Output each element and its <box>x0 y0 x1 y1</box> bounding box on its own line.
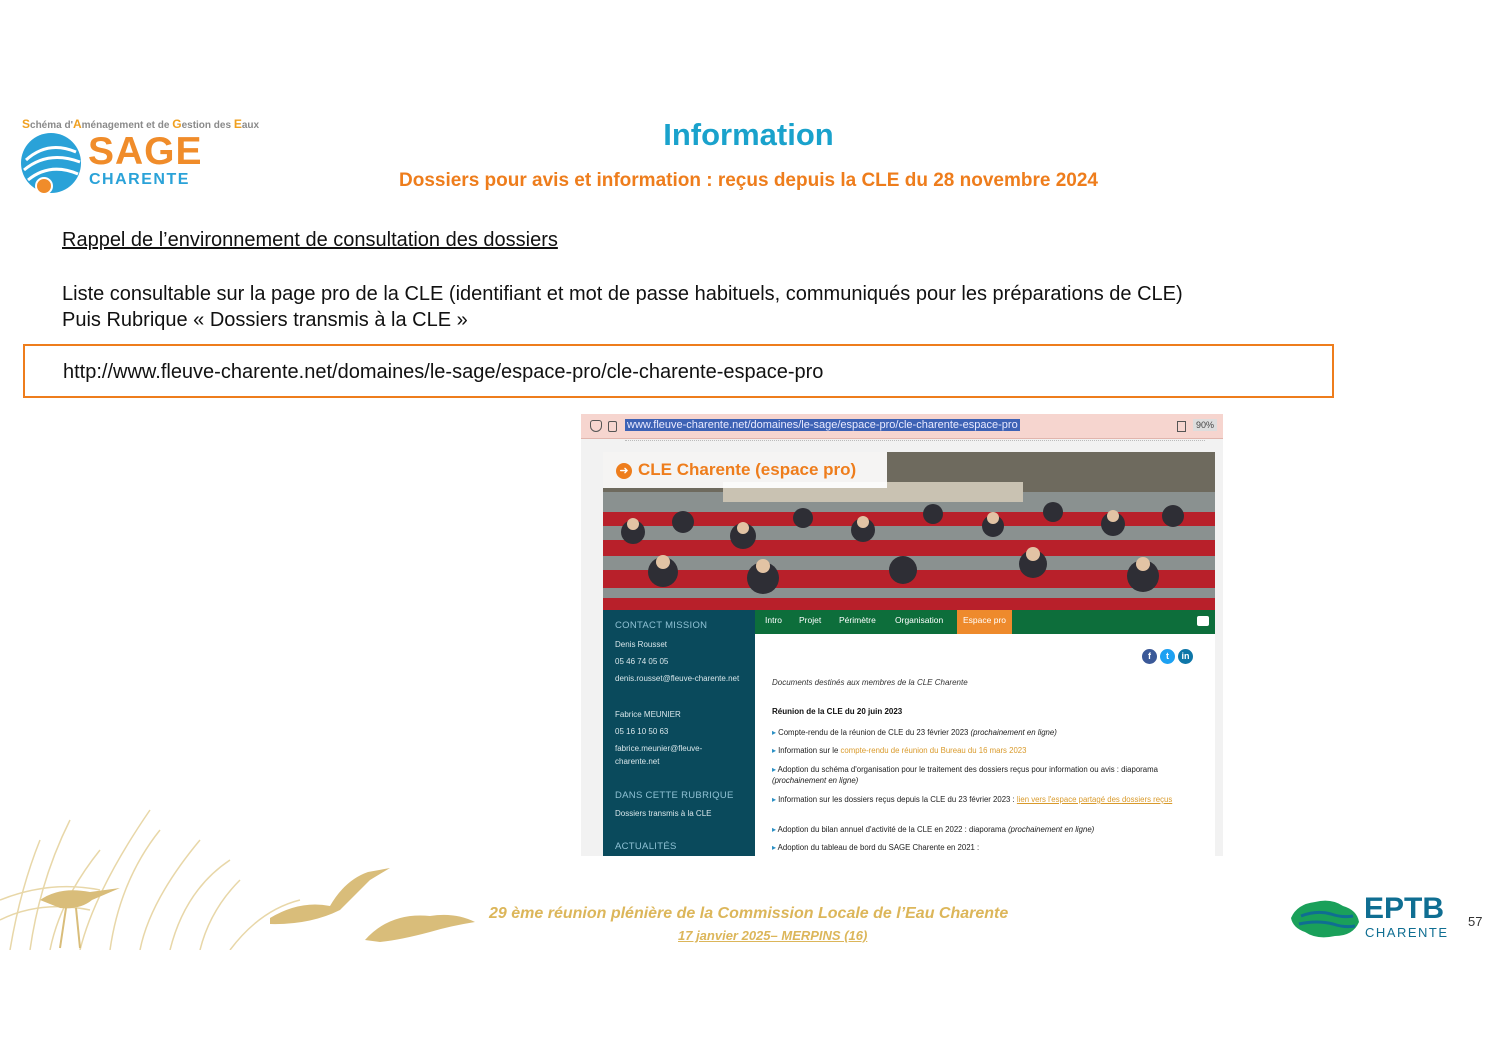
eptb-logo-name: EPTB <box>1364 892 1445 925</box>
tab-intro[interactable]: Intro <box>765 615 783 625</box>
content-intro: Documents destinés aux membres de la CLE Charente <box>772 678 968 687</box>
breadcrumb <box>625 440 1205 444</box>
body-line-2: Puis Rubrique « Dossiers transmis à la CLE » <box>62 309 468 331</box>
section-heading: Rappel de l’environnement de consultation des dossiers <box>62 229 558 251</box>
shield-icon <box>590 420 602 432</box>
body-line-1: Liste consultable sur la page pro de la CLE (identifiant et mot de passe habituels, communiqués pour les préparations de CLE) <box>62 283 1183 305</box>
tagline-part-2: ménagement et de <box>81 120 173 131</box>
tab-perimetre[interactable]: Périmètre <box>839 615 876 625</box>
footer-meeting-date: 17 janvier 2025– MERPINS (16) <box>678 928 868 943</box>
tab-espace-pro[interactable]: Espace pro <box>957 610 1012 634</box>
address-url[interactable]: www.fleuve-charente.net/domaines/le-sage/espace-pro/cle-charente-espace-pro <box>627 419 1018 431</box>
twitter-icon[interactable]: t <box>1160 649 1175 664</box>
tagline-cap-s: S <box>22 117 31 131</box>
item5-text: Adoption du bilan annuel d'activité de la CLE en 2022 : diaporama <box>777 825 1009 834</box>
browser-address-bar <box>581 414 1223 439</box>
rubrique-item[interactable]: Dossiers transmis à la CLE <box>615 809 712 818</box>
banner-title: CLE Charente (espace pro) <box>638 460 857 479</box>
charente-map-icon <box>1287 896 1363 940</box>
list-item <box>772 824 1202 835</box>
contact-email-1[interactable]: denis.rousset@fleuve-charente.net <box>615 674 740 683</box>
chevron-right-icon: ▸ <box>772 843 778 852</box>
eptb-logo-region: CHARENTE <box>1365 925 1449 940</box>
tagline-cap-g: G <box>172 117 182 131</box>
item6-text: Adoption du tableau de bord du SAGE Charente en 2021 : <box>777 843 980 852</box>
sidebar <box>603 610 755 856</box>
contact-phone-1: 05 46 74 05 05 <box>615 657 669 666</box>
contact-name-2: Fabrice MEUNIER <box>615 710 681 719</box>
tagline-cap-a: A <box>72 117 82 131</box>
chevron-right-icon: ▸ <box>772 795 779 804</box>
arrow-right-icon: ➜ <box>616 463 632 479</box>
logo-name: SAGE <box>88 130 203 173</box>
content-heading: Réunion de la CLE du 20 juin 2023 <box>772 707 903 716</box>
url-link[interactable]: http://www.fleuve-charente.net/domaines/le-sage/espace-pro/cle-charente-espace-pro <box>63 361 824 383</box>
tagline-part-4: aux <box>241 120 260 131</box>
url-box <box>23 344 1334 398</box>
item4-link[interactable]: lien vers l'espace partagé des dossiers reçus <box>1016 795 1173 804</box>
page-banner <box>603 452 887 488</box>
linkedin-icon[interactable]: in <box>1178 649 1193 664</box>
chevron-right-icon: ▸ <box>772 825 778 834</box>
facebook-icon[interactable]: f <box>1142 649 1157 664</box>
site-nav-tabs <box>755 610 1215 634</box>
rubrique-heading: DANS CETTE RUBRIQUE <box>615 790 734 801</box>
news-heading[interactable]: ACTUALITÉS <box>615 841 677 852</box>
item1-em: (prochainement en ligne) <box>970 728 1057 737</box>
item1-text: Compte-rendu de la réunion de CLE du 23 février 2023 <box>778 728 971 737</box>
contact-phone-2: 05 16 10 50 63 <box>615 727 669 736</box>
list-item <box>772 745 1202 756</box>
footer-meeting-title: 29 ème réunion plénière de la Commission Locale de l’Eau Charente <box>489 905 1009 922</box>
chevron-right-icon: ▸ <box>772 728 779 737</box>
page-subtitle: Dossiers pour avis et information : reçus depuis la CLE du 28 novembre 2024 <box>399 170 1098 191</box>
tab-projet[interactable]: Projet <box>799 615 822 625</box>
page-icon <box>608 421 617 432</box>
zoom-badge: 90% <box>1193 419 1217 431</box>
tab-organisation[interactable]: Organisation <box>895 615 944 625</box>
item3-text: Adoption du schéma d'organisation pour le traitement des dossiers reçus pour information ou avis : diaporama <box>777 765 1158 774</box>
item2-link[interactable]: compte-rendu de réunion du Bureau du 16 mars 2023 <box>840 746 1027 755</box>
item4-text: Information sur les dossiers reçus depuis la CLE du 23 février 2023 : <box>778 795 1017 804</box>
page-number: 57 <box>1468 914 1483 929</box>
page-title: Information <box>663 117 834 152</box>
logo-region: CHARENTE <box>89 171 190 188</box>
list-item <box>772 842 1202 853</box>
item3-em: (prochainement en ligne) <box>772 776 859 785</box>
reader-icon <box>1177 421 1186 432</box>
contact-email-2[interactable]: fabrice.meunier@fleuve-charente.net <box>615 744 703 766</box>
website-screenshot <box>581 414 1223 856</box>
contact-name-1: Denis Rousset <box>615 640 668 649</box>
tagline-part-1: chéma d' <box>30 120 73 131</box>
tagline-part-3: estion des <box>181 120 234 131</box>
chevron-right-icon: ▸ <box>772 746 779 755</box>
chevron-right-icon: ▸ <box>772 765 778 774</box>
item5-em: (prochainement en ligne) <box>1008 825 1095 834</box>
list-item <box>772 794 1202 805</box>
item2-text: Information sur le <box>778 746 841 755</box>
list-item <box>772 764 1202 786</box>
list-item <box>772 727 1202 738</box>
footer-decoration-illustration <box>0 800 490 950</box>
page-content <box>755 634 1215 856</box>
tagline-cap-e: E <box>233 117 242 131</box>
contact-heading: CONTACT MISSION <box>615 620 708 631</box>
print-icon[interactable] <box>1197 616 1209 626</box>
